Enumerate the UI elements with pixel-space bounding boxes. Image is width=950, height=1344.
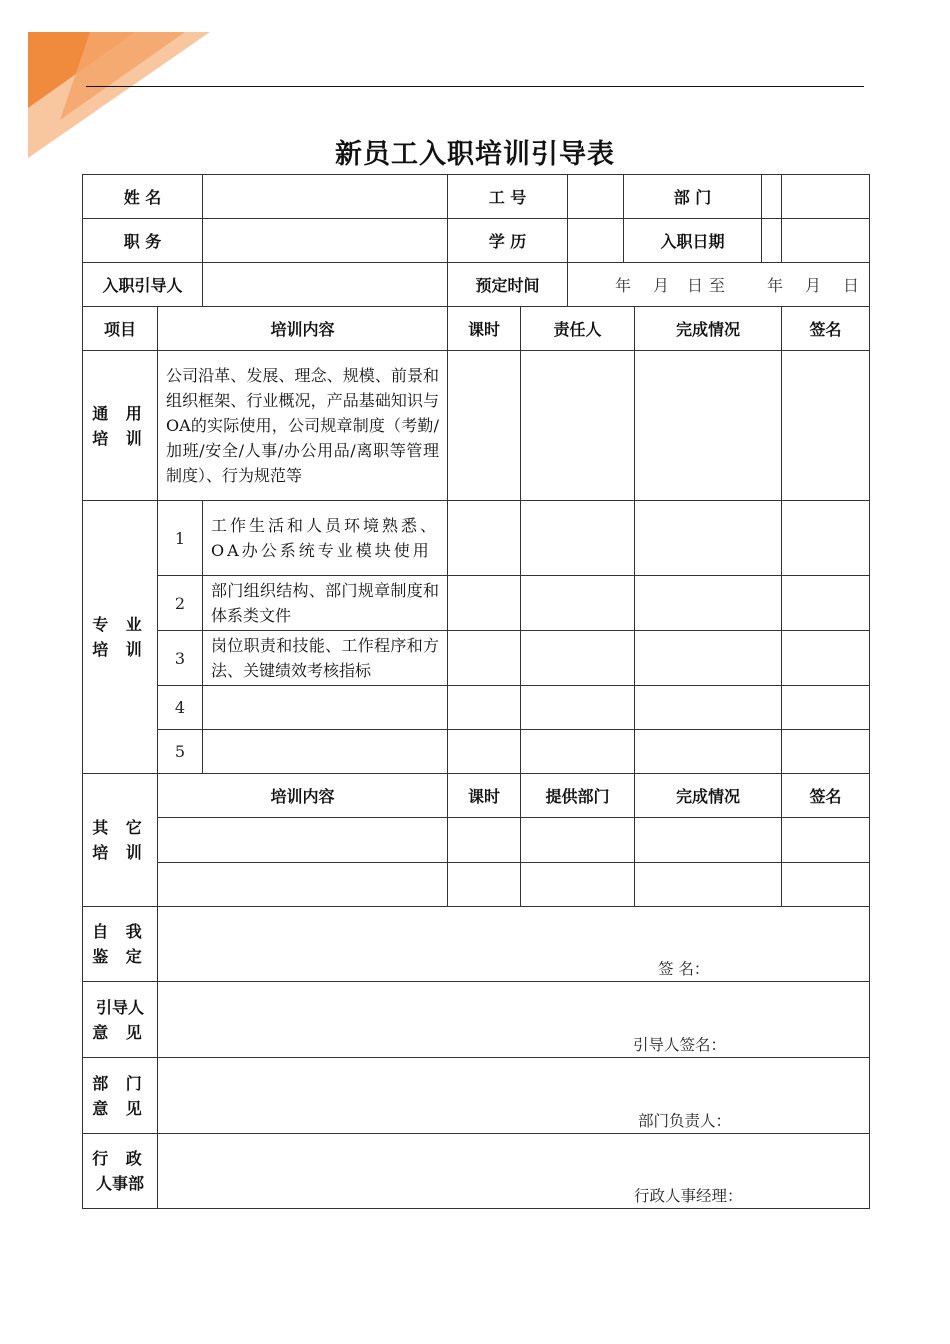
general-training-content: 公司沿革、发展、理念、规模、前景和组织框架、行业概况，产品基础知识与OA的实际使用，公司规章制度（考勤/加班/安全/人事/办公用品/离职等管理制度）、行为规范等 [158,351,448,501]
signature-header: 签名 [782,307,870,351]
name-label: 姓 名 [83,175,203,219]
schedule-month-1: 月 [652,276,669,295]
professional-completion-cell[interactable] [635,501,782,576]
other-hours-cell[interactable] [448,818,521,863]
other-hours-cell[interactable] [448,863,521,907]
professional-hours-cell[interactable] [448,501,521,576]
professional-signature-cell[interactable] [782,631,870,686]
other-training-header-row [83,774,870,818]
schedule-year-1: 年 [614,276,631,295]
hr-opinion-field[interactable] [158,1134,870,1209]
self-evaluation-label [83,907,158,982]
hr-opinion-row [83,1134,870,1209]
info-row-1 [83,175,870,219]
employee-id-field[interactable] [568,175,762,219]
professional-item-content: 工作生活和人员环境熟悉、OA办公系统专业模块使用 [203,501,448,576]
info-row-2 [83,219,870,263]
owner-header: 责任人 [521,307,635,351]
professional-item-number: 1 [158,501,203,576]
education-field[interactable] [568,219,762,263]
department-label-text: 部 门 [623,175,761,218]
schedule-day-1: 日至 [686,276,731,295]
other-content-header: 培训内容 [158,774,448,818]
employee-id-label: 工 号 [448,175,568,219]
professional-row-2 [83,576,870,631]
professional-item-number: 4 [158,686,203,730]
other-hours-header: 课时 [448,774,521,818]
professional-row-1 [83,501,870,576]
professional-item-content: 岗位职责和技能、工作程序和方法、关键绩效考核指标 [203,631,448,686]
mentor-opinion-field[interactable] [158,982,870,1058]
eval-label-line-1: 部 门 [92,1073,148,1093]
mentor-opinion-row [83,982,870,1058]
professional-completion-cell[interactable] [635,631,782,686]
professional-label-line-2: 培 训 [92,640,148,659]
page-title: 新员工入职培训引导表 [335,139,615,170]
mentor-opinion-label [83,982,158,1058]
training-header-row [83,307,870,351]
other-label-line-1: 其 它 [92,818,148,837]
header-rule [86,86,864,87]
self-evaluation-signature-label: 签 名： [658,960,710,978]
other-signature-cell[interactable] [782,818,870,863]
eval-label-line-2: 意 见 [92,1022,148,1042]
other-signature-cell[interactable] [782,863,870,907]
professional-hours-cell[interactable] [448,686,521,730]
other-label-line-2: 培 训 [92,843,148,862]
eval-label-line-1: 引导人 [95,997,144,1017]
professional-completion-cell[interactable] [635,686,782,730]
join-date-field[interactable] [782,219,870,263]
general-completion-cell[interactable] [635,351,782,501]
eval-label-line-1: 自 我 [92,922,148,941]
professional-hours-cell[interactable] [448,730,521,774]
schedule-month-2: 月 [805,276,822,295]
department-opinion-row [83,1058,870,1134]
professional-owner-cell[interactable] [521,576,635,631]
position-field[interactable] [203,219,448,263]
professional-signature-cell[interactable] [782,576,870,631]
general-signature-cell[interactable] [782,351,870,501]
professional-item-number: 2 [158,576,203,631]
general-label-line-1: 通 用 [92,403,148,423]
department-opinion-field[interactable] [158,1058,870,1134]
education-label: 学 历 [448,219,568,263]
professional-signature-cell[interactable] [782,501,870,576]
professional-row-3 [83,631,870,686]
other-training-row [83,818,870,863]
join-date-label-text: 入职日期 [623,219,761,262]
name-field[interactable] [203,175,448,219]
other-completion-cell[interactable] [635,863,782,907]
general-hours-cell[interactable] [448,351,521,501]
professional-label-line-1: 专 业 [92,615,148,634]
schedule-year-2: 年 [766,276,783,295]
join-date-label-cell [762,219,782,263]
professional-signature-cell[interactable] [782,730,870,774]
hr-manager-signature-label: 行政人事经理： [634,1187,743,1205]
other-completion-cell[interactable] [635,818,782,863]
professional-signature-cell[interactable] [782,686,870,730]
professional-item-content[interactable] [203,730,448,774]
professional-item-content: 部门组织结构、部门规章制度和体系类文件 [203,576,448,631]
other-provider-header: 提供部门 [521,774,635,818]
general-owner-cell[interactable] [521,351,635,501]
mentor-signature-label: 引导人签名： [633,1036,727,1054]
eval-label-line-2: 鉴 定 [92,947,148,966]
self-evaluation-field[interactable] [158,907,870,982]
professional-owner-cell[interactable] [521,501,635,576]
professional-completion-cell[interactable] [635,576,782,631]
professional-completion-cell[interactable] [635,730,782,774]
professional-row-4 [83,686,870,730]
other-training-row [83,863,870,907]
schedule-day-2: 日 [843,276,860,295]
other-provider-cell[interactable] [521,863,635,907]
department-label [762,175,782,219]
schedule-field[interactable] [568,263,870,307]
completion-header: 完成情况 [635,307,782,351]
mentor-field[interactable] [203,263,448,307]
professional-owner-cell[interactable] [521,631,635,686]
other-content-cell[interactable] [158,818,448,863]
department-opinion-label [83,1058,158,1134]
self-evaluation-row [83,907,870,982]
general-training-label [83,351,158,501]
other-signature-header: 签名 [782,774,870,818]
professional-owner-cell[interactable] [521,730,635,774]
schedule-label: 预定时间 [448,263,568,307]
eval-label-line-1: 行 政 [92,1149,148,1168]
hr-opinion-label [83,1134,158,1209]
eval-label-line-2: 人事部 [95,1174,144,1193]
item-header: 项目 [83,307,158,351]
other-completion-header: 完成情况 [635,774,782,818]
other-provider-cell[interactable] [521,818,635,863]
professional-item-number: 5 [158,730,203,774]
professional-hours-cell[interactable] [448,576,521,631]
eval-label-line-2: 意 见 [92,1098,148,1118]
info-row-3 [83,263,870,307]
general-training-row [83,351,870,501]
professional-item-number: 3 [158,631,203,686]
content-header: 培训内容 [158,307,448,351]
other-training-label [83,774,158,907]
professional-row-5 [83,730,870,774]
hours-header: 课时 [448,307,521,351]
onboarding-form-table [82,174,870,1209]
professional-training-label [83,501,158,774]
general-label-line-2: 培 训 [92,428,148,448]
position-label: 职 务 [83,219,203,263]
professional-hours-cell[interactable] [448,631,521,686]
professional-item-content[interactable] [203,686,448,730]
department-field[interactable] [782,175,870,219]
professional-owner-cell[interactable] [521,686,635,730]
other-content-cell[interactable] [158,863,448,907]
mentor-label: 入职引导人 [83,263,203,307]
department-head-signature-label: 部门负责人： [638,1112,732,1130]
